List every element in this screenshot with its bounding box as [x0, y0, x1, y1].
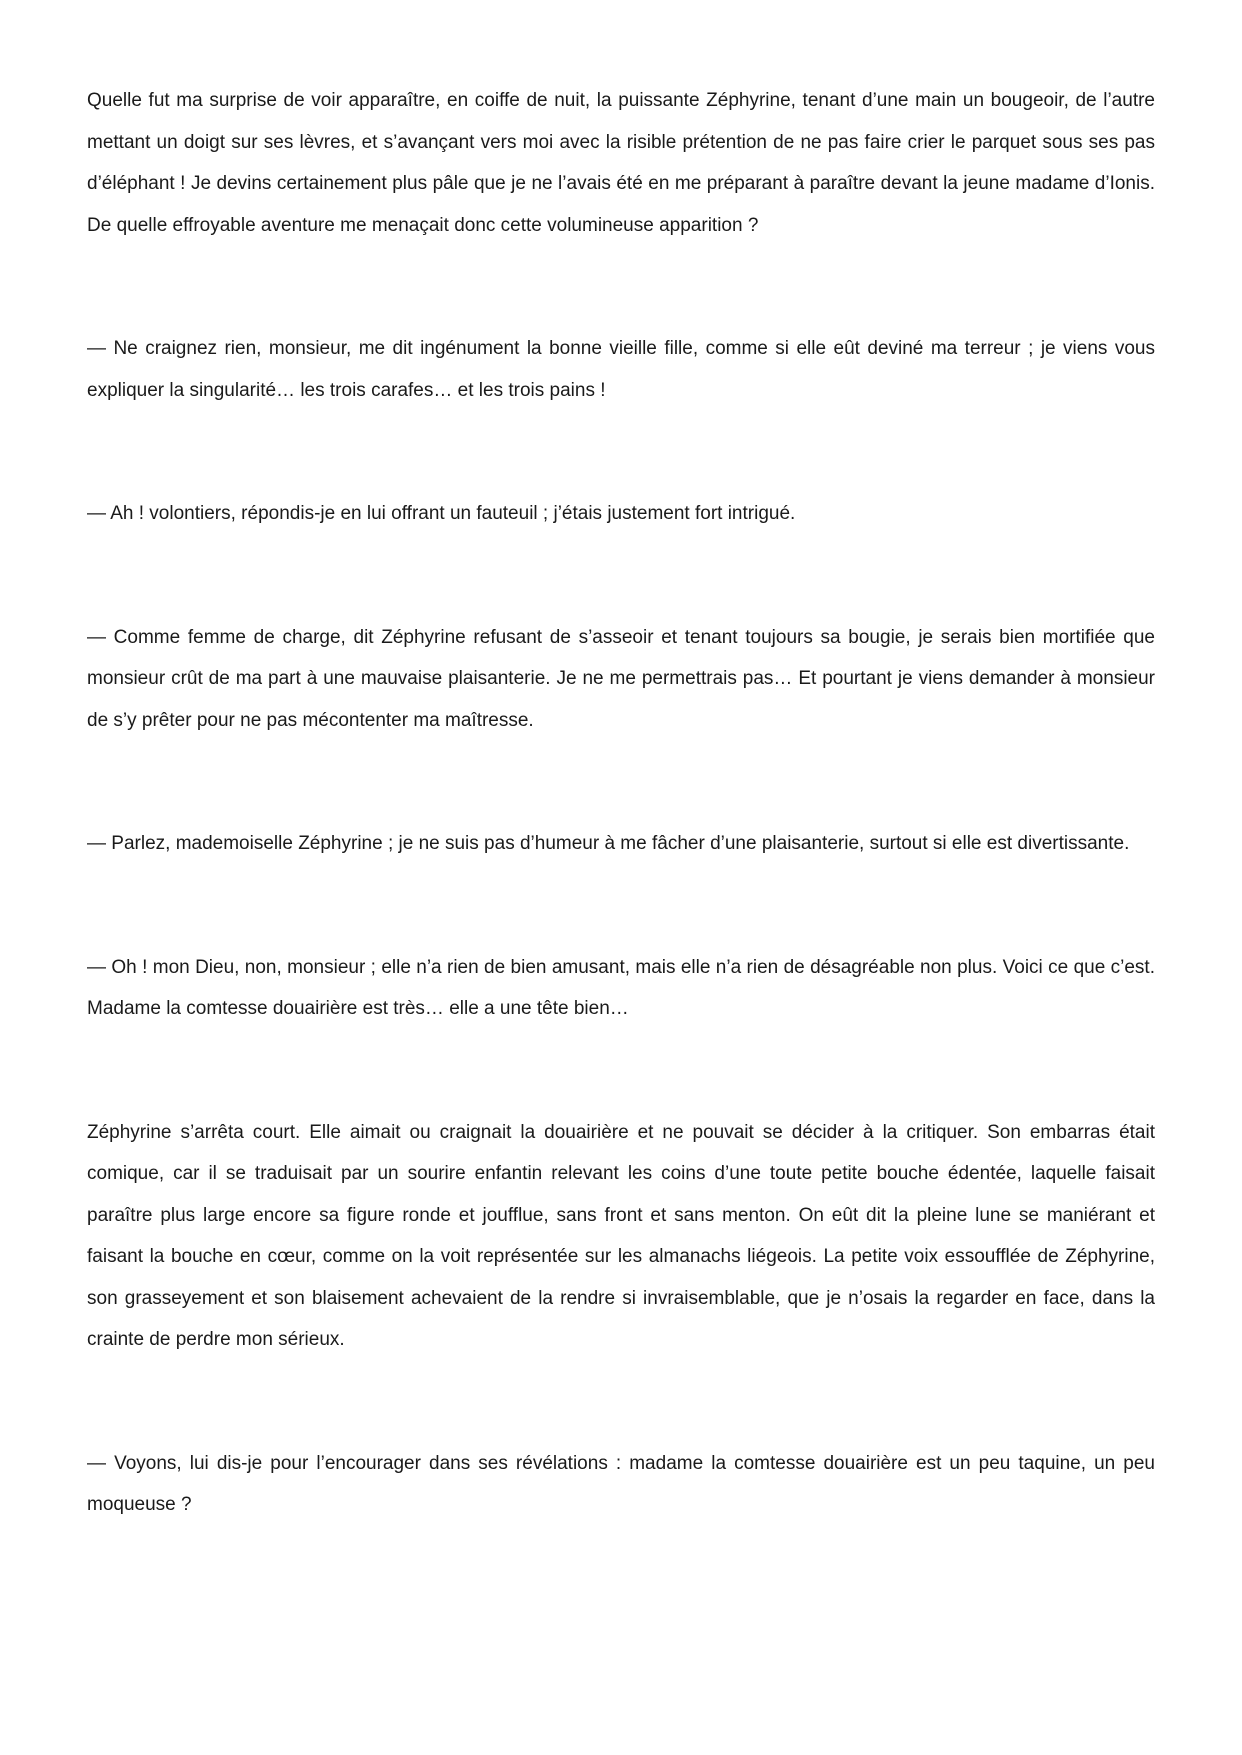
paragraph-gap [87, 246, 1155, 328]
paragraph-2: — Ne craignez rien, monsieur, me dit ingénument la bonne vieille fille, comme si elle eût deviné ma terreur ; je viens vous expliquer la singularité… les trois carafes… et les trois pains ! [87, 338, 1155, 401]
paragraph-gap [87, 1361, 1155, 1443]
paragraph-8: — Voyons, lui dis-je pour l’encourager dans ses révélations : madame la comtesse douairière est un peu taquine, un peu moqueuse ? [87, 1452, 1155, 1515]
paragraph-gap [87, 535, 1155, 617]
paragraph-6: — Oh ! mon Dieu, non, monsieur ; elle n’a rien de bien amusant, mais elle n’a rien de désagréable non plus. Voici ce que c’est. Madame la comtesse douairière est très… elle a une tête bien… [87, 956, 1155, 1019]
paragraph-5: — Parlez, mademoiselle Zéphyrine ; je ne suis pas d’humeur à me fâcher d’une plaisanterie, surtout si elle est divertissante. [87, 833, 1130, 854]
paragraph-gap [87, 1030, 1155, 1112]
paragraph-gap [87, 411, 1155, 493]
paragraph-7: Zéphyrine s’arrêta court. Elle aimait ou craignait la douairière et ne pouvait se décider à la critiquer. Son embarras était comique, car il se traduisait par un sourire enfantin relevant les coins d’une toute petite bouche édentée, laquelle faisait paraître plus large encore sa figure ronde et joufflue, sans front et sans menton. On eût dit la pleine lune se maniérant et faisant la bouche en cœur, comme on la voit représentée sur les almanachs liégeois. La petite voix essoufflée de Zéphyrine, son grasseyement et son blaisement achevaient de la rendre si invraisemblable, que je n’osais la regarder en face, dans la crainte de perdre mon sérieux. [87, 1121, 1155, 1350]
paragraph-3: — Ah ! volontiers, répondis-je en lui offrant un fauteuil ; j’étais justement fort intrigué. [87, 503, 796, 524]
document-page [87, 80, 1155, 1526]
paragraph-1: Quelle fut ma surprise de voir apparaître, en coiffe de nuit, la puissante Zéphyrine, tenant d’une main un bougeoir, de l’autre mettant un doigt sur ses lèvres, et s’avançant vers moi avec la risible prétention de ne pas faire crier le parquet sous ses pas d’éléphant ! Je devins certainement plus pâle que je ne l’avais été en me préparant à paraître devant la jeune madame d’Ionis. De quelle effroyable aventure me menaçait donc cette volumineuse apparition ? [87, 90, 1155, 236]
paragraph-gap [87, 741, 1155, 823]
paragraph-4: — Comme femme de charge, dit Zéphyrine refusant de s’asseoir et tenant toujours sa bougie, je serais bien mortifiée que monsieur crût de ma part à une mauvaise plaisanterie. Je ne me permettrais pas… Et pourtant je viens demander à monsieur de s’y prêter pour ne pas mécontenter ma maîtresse. [87, 626, 1155, 731]
paragraph-gap [87, 865, 1155, 947]
